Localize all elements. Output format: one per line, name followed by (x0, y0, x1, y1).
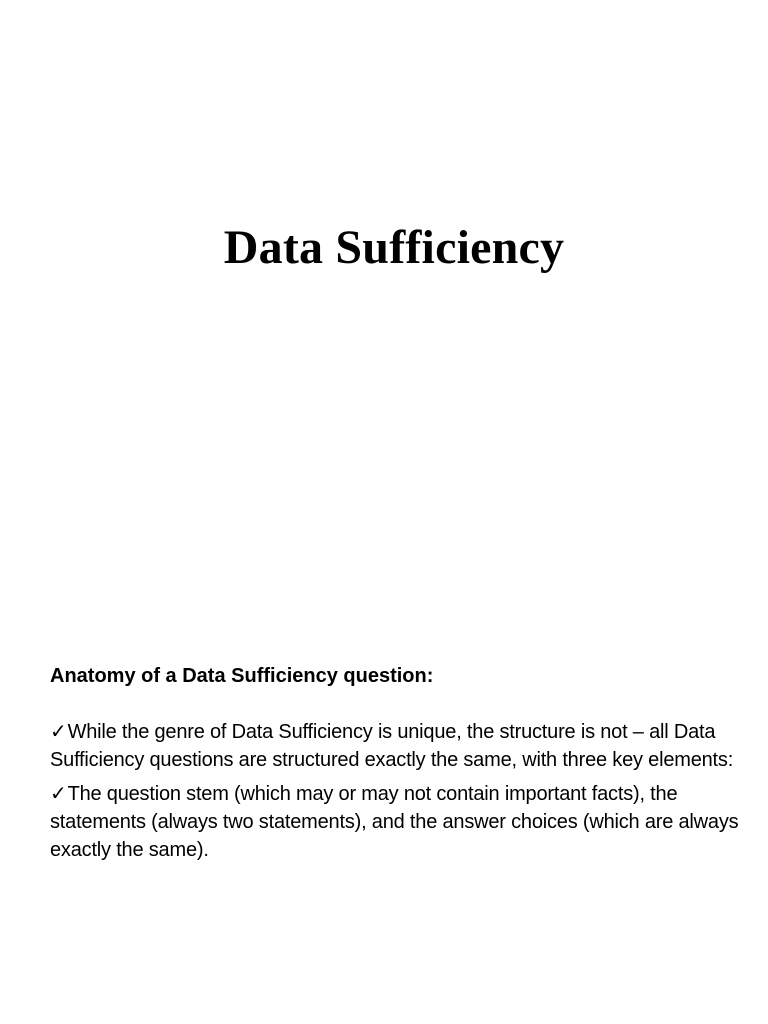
checkmark-icon: ✓ (50, 783, 67, 805)
bullet-text: The question stem (which may or may not contain important facts), the statements (always two statements), and the answer choices (which are always exactly the same). (50, 783, 739, 861)
bullet-item (50, 780, 740, 864)
page-title: Data Sufficiency (223, 221, 565, 274)
content-section (50, 662, 740, 870)
bullet-text: While the genre of Data Sufficiency is unique, the structure is not – all Data Sufficiency questions are structured exactly the same, with three key elements: (50, 721, 734, 771)
bullet-item (50, 718, 740, 774)
checkmark-icon: ✓ (50, 721, 67, 743)
bullet-list (50, 718, 740, 864)
section-heading: Anatomy of a Data Sufficiency question: (50, 665, 434, 687)
